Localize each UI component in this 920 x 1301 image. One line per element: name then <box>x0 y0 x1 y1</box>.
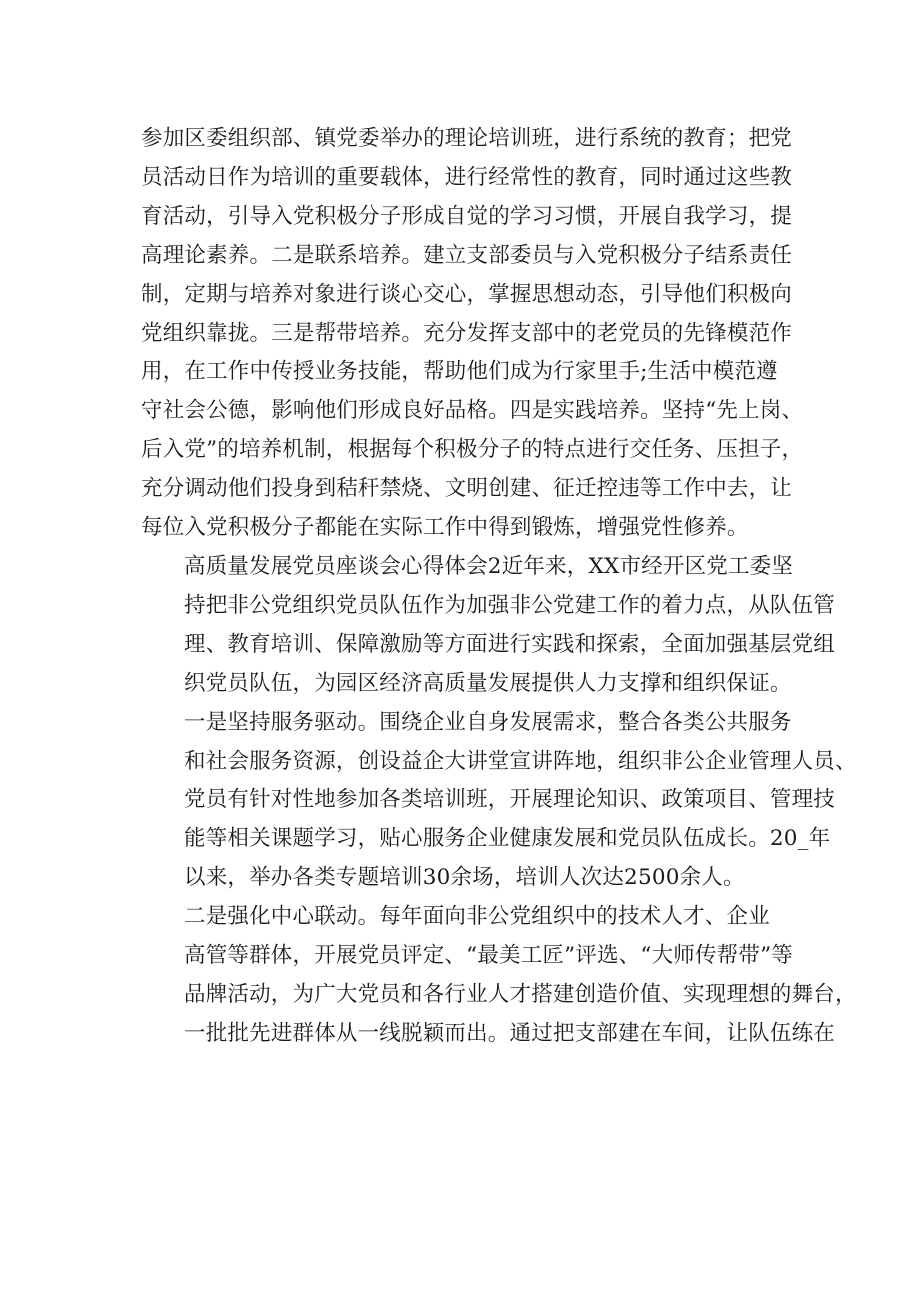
text-line: 高质量发展党员座谈会心得体会2近年来，XX市经开区党工委坚 <box>184 553 794 579</box>
text-line: 制，定期与培养对象进行谈心交心，掌握思想动态，引导他们积极向 <box>141 281 793 307</box>
text-line: 用，在工作中传授业务技能，帮助他们成为行家里手;生活中模范遵 <box>141 359 778 385</box>
paragraph <box>141 704 857 899</box>
paragraph <box>141 548 836 704</box>
text-line: 以来，举办各类专题培训30余场，培训人次达2500余人。 <box>184 865 745 891</box>
text-line: 参加区委组织部、镇党委举办的理论培训班，进行系统的教育；把党 <box>141 126 793 151</box>
text-line: 充分调动他们投身到秸秆禁烧、文明创建、征迁控违等工作中去，让 <box>141 476 793 502</box>
text-line: 党员有针对性地参加各类培训班，开展理论知识、政策项目、管理技 <box>184 787 836 813</box>
text-line: 和社会服务资源，创设益企大讲堂宣讲阵地，组织非公企业管理人员、 <box>184 748 857 774</box>
text-line: 理、教育培训、保障激励等方面进行实践和探索，全面加强基层党组 <box>184 631 836 657</box>
text-line: 守社会公德，影响他们形成良好品格。四是实践培养。坚持“先上岗、 <box>141 398 804 424</box>
text-line: 高理论素养。二是联系培养。建立支部委员与入党积极分子结系责任 <box>141 242 793 268</box>
text-line: 每位入党积极分子都能在实际工作中得到锻炼，增强党性修养。 <box>141 515 749 541</box>
text-line: 能等相关课题学习，贴心服务企业健康发展和党员队伍成长。20_年 <box>184 826 831 852</box>
text-line: 持把非公党组织党员队伍作为加强非公党建工作的着力点，从队伍管 <box>184 592 836 618</box>
text-line: 一批批先进群体从一线脱颖而出。通过把支部建在车间，让队伍练在 <box>184 1020 836 1046</box>
text-line: 党组织靠拢。三是帮带培养。充分发挥支部中的老党员的先锋模范作 <box>141 320 793 346</box>
paragraph <box>141 898 857 1054</box>
text-line: 员活动日作为培训的重要载体，进行经常性的教育，同时通过这些教 <box>141 164 793 190</box>
text-line: 织党员队伍，为园区经济高质量发展提供人力支撑和组织保证。 <box>184 670 792 696</box>
text-line: 高管等群体，开展党员评定、“最美工匠”评选、“大师传帮带”等 <box>184 943 793 969</box>
text-line: 育活动，引导入党积极分子形成自觉的学习习惯，开展自我学习，提 <box>141 203 793 229</box>
paragraph <box>141 120 804 548</box>
text-line: 一是坚持服务驱动。围绕企业自身发展需求，整合各类公共服务 <box>184 709 792 735</box>
text-line: 二是强化中心联动。每年面向非公党组织中的技术人才、企业 <box>184 904 770 930</box>
text-line: 品牌活动，为广大党员和各行业人才搭建创造价值、实现理想的舞台， <box>184 981 857 1007</box>
text-line: 后入党”的培养机制，根据每个积极分子的特点进行交任务、压担子， <box>141 437 804 463</box>
document-body <box>141 120 857 1054</box>
